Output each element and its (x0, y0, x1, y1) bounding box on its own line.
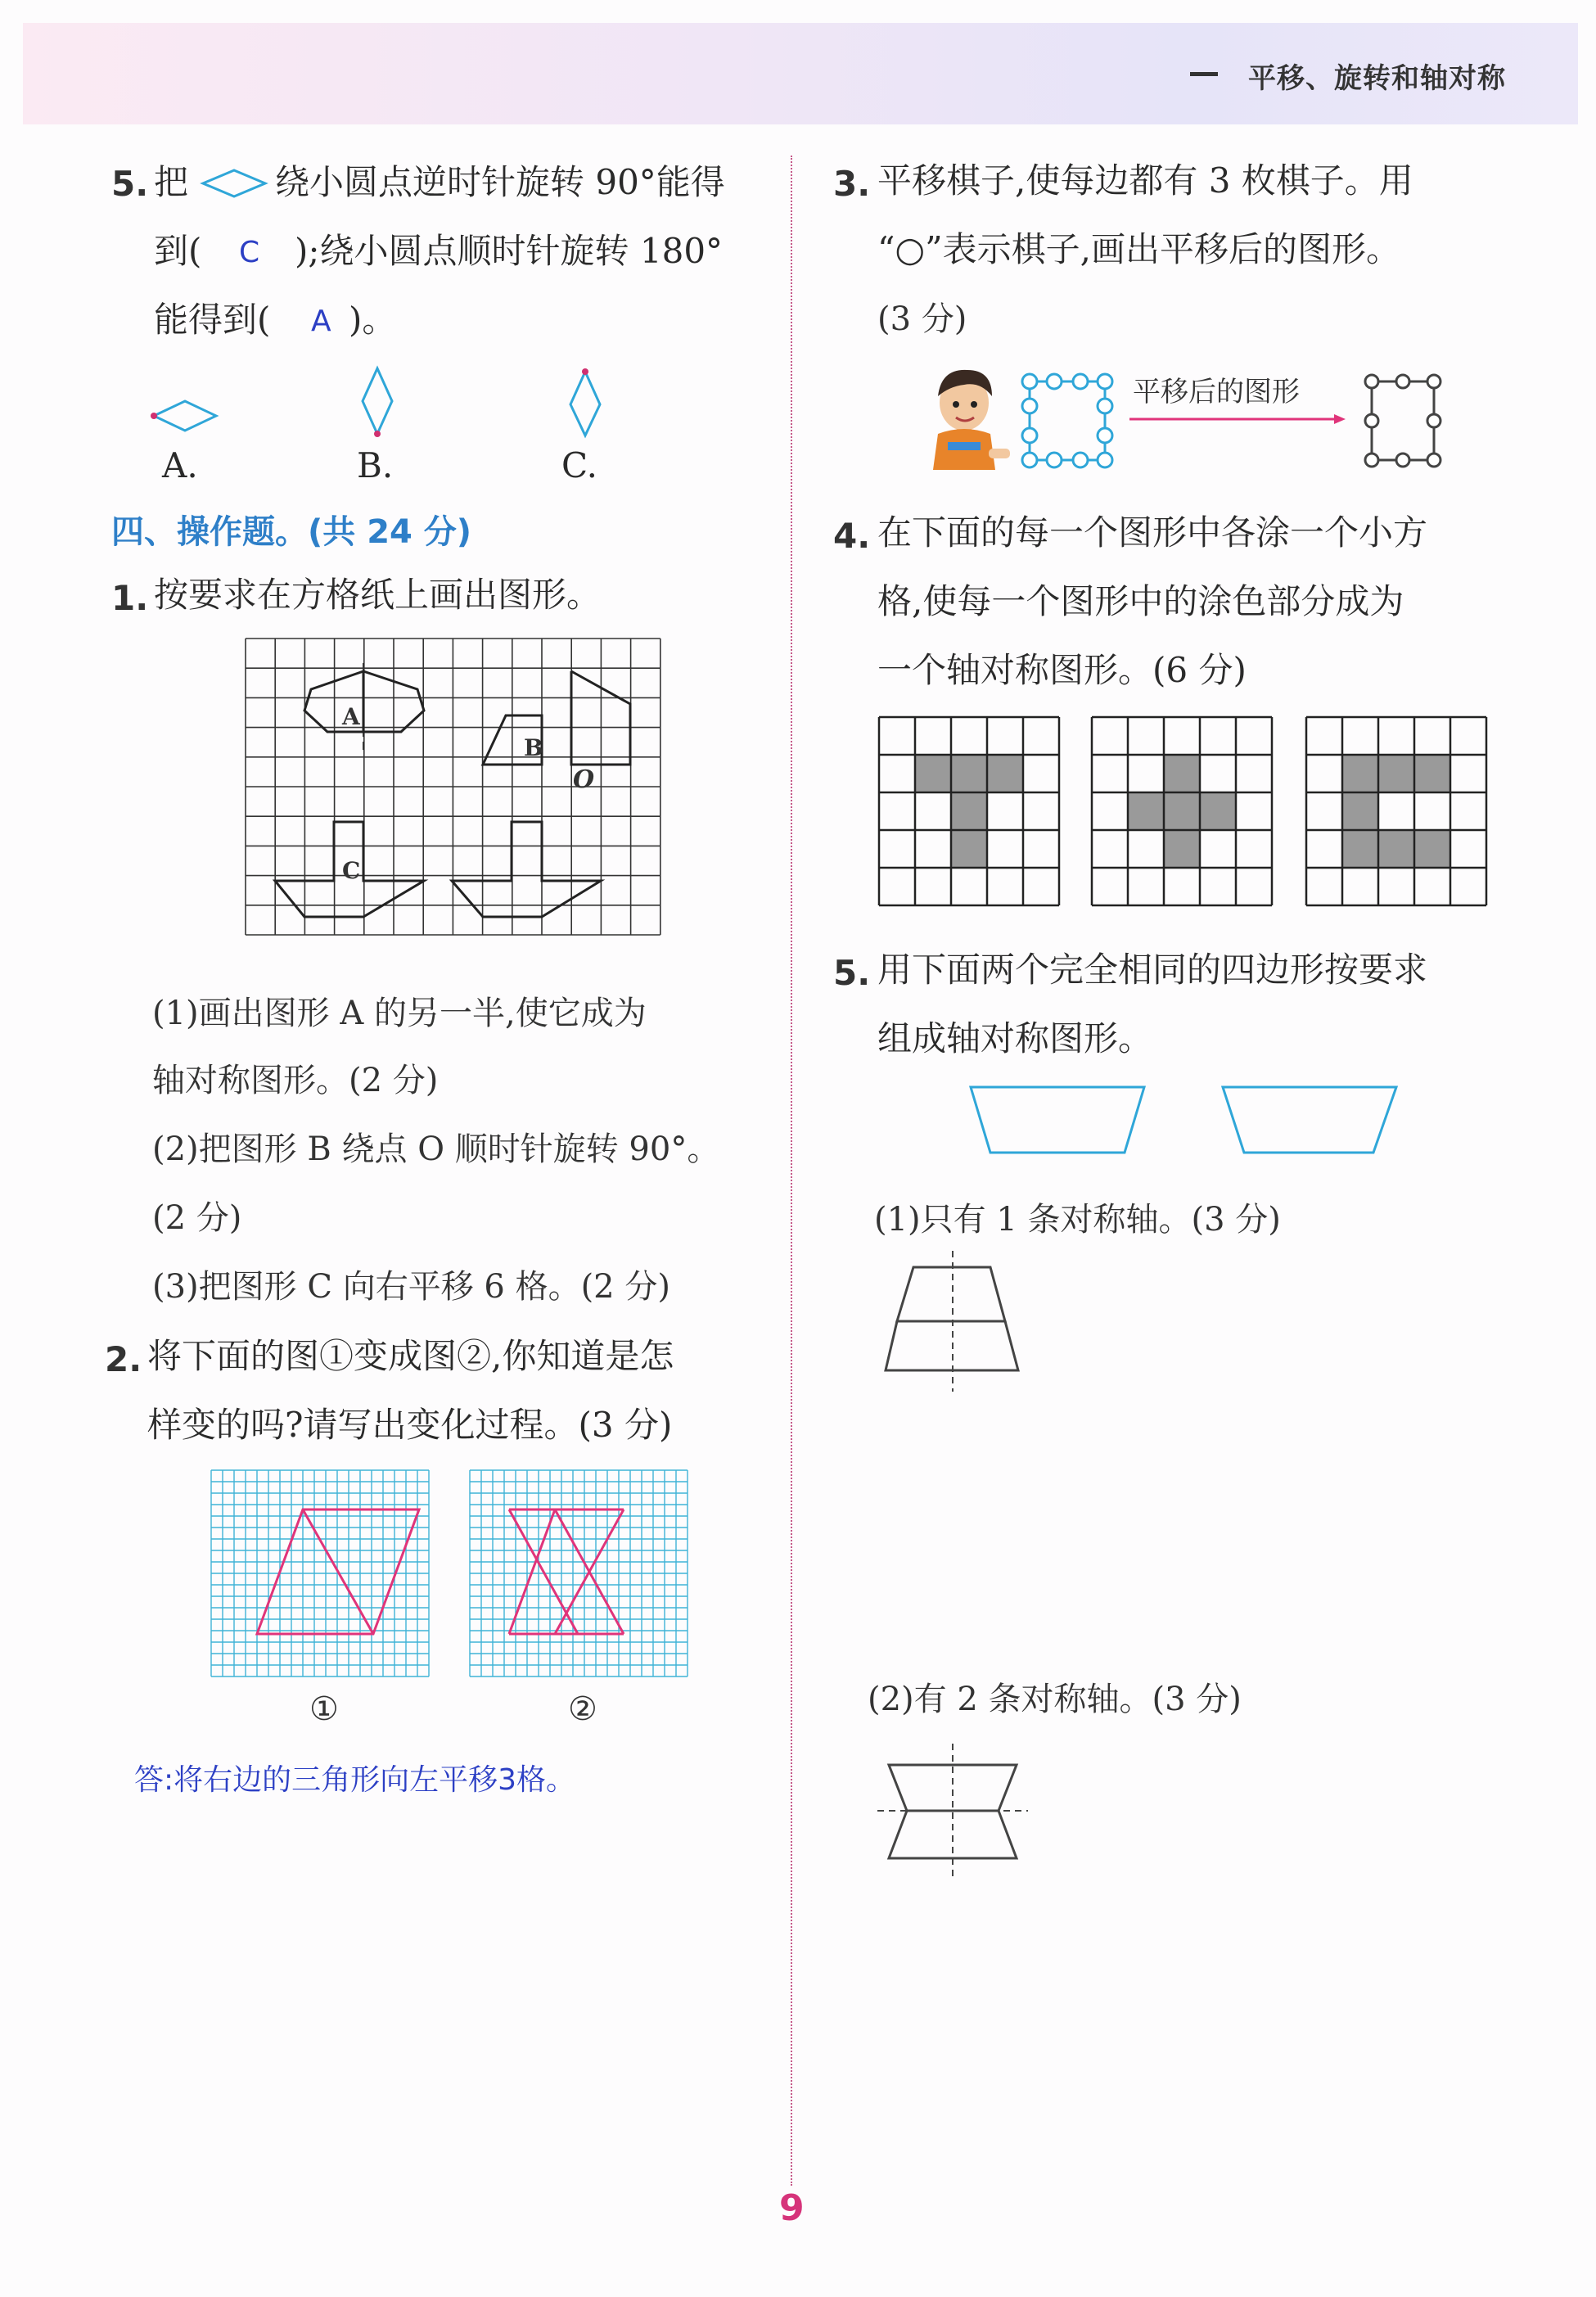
answer-1: C (239, 236, 260, 269)
op1-grid-figure (246, 639, 663, 950)
op2-figure-2 (470, 1470, 701, 1683)
op4-grid-3 (1306, 717, 1488, 910)
q5-number: 5. (111, 164, 149, 204)
op2-figure-1 (211, 1470, 442, 1683)
header-band (23, 23, 1578, 124)
op2-line2: 样变的吗?请写出变化过程。(3 分) (147, 1405, 673, 1445)
q5-line1-a: 把 (154, 162, 189, 202)
op1-part2-line1: (2)把图形 B 绕点 O 顺时针旋转 90°。 (152, 1130, 720, 1168)
option-c-label: C. (561, 445, 597, 485)
section-heading: 四、操作题。(共 24 分) (111, 513, 472, 551)
op5-line2: 组成轴对称图形。 (877, 1018, 1153, 1058)
op4-line1: 在下面的每一个图形中各涂一个小方 (877, 512, 1428, 553)
op1-part2-line2: (2 分) (152, 1199, 242, 1237)
option-b-label: B. (357, 445, 394, 485)
op1-part1-line1: (1)画出图形 A 的另一半,使它成为 (152, 995, 647, 1032)
header-title: 平移、旋转和轴对称 (1248, 62, 1506, 95)
op1-part3: (3)把图形 C 向右平移 6 格。(2 分) (152, 1268, 670, 1306)
op3-line1: 平移棋子,使每边都有 3 枚棋子。用 (877, 160, 1413, 201)
op5-part2: (2)有 2 条对称轴。(3 分) (868, 1681, 1242, 1718)
op3-line3: (3 分) (877, 300, 967, 338)
header-dash (1190, 72, 1218, 76)
page-number: 9 (779, 2187, 805, 2229)
boy-illustration (923, 363, 1013, 478)
op1-instruction: 按要求在方格纸上画出图形。 (154, 575, 602, 615)
answer-2: A (311, 305, 331, 338)
op4-grid-2 (1092, 717, 1274, 910)
label-b: B (524, 734, 543, 761)
op5-part1-figure (879, 1248, 1026, 1395)
op5-part2-figure (874, 1740, 1030, 1880)
op4-grid-1 (879, 717, 1061, 910)
op2-number: 2. (105, 1339, 142, 1379)
op3-arrow-label: 平移后的图形 (1133, 376, 1300, 408)
op2-line1: 将下面的图①变成图②,你知道是怎 (147, 1336, 674, 1376)
q5-line3-b: )。 (349, 300, 397, 340)
op2-answer: 答:将右边的三角形向左平移3格。 (134, 1763, 576, 1797)
label-a: A (342, 703, 360, 730)
option-b-shape (357, 365, 398, 439)
op2-caption-2: ② (568, 1690, 597, 1728)
option-c-shape (565, 365, 606, 439)
op4-number: 4. (833, 516, 871, 556)
op1-part1-line2: 轴对称图形。(2 分) (152, 1062, 439, 1099)
op5-quadrilaterals (966, 1082, 1408, 1161)
op5-line1: 用下面两个完全相同的四边形按要求 (877, 950, 1428, 990)
column-divider (791, 156, 792, 2186)
q5-line2-a: 到( (154, 231, 202, 271)
label-o: O (573, 765, 595, 794)
op1-number: 1. (111, 578, 149, 618)
op4-line2: 格,使每一个图形中的涂色部分成为 (877, 581, 1404, 621)
q5-line2-b: );绕小圆点顺时针旋转 180° (295, 231, 724, 271)
q5-line1-b: 绕小圆点逆时针旋转 90°能得 (275, 162, 725, 202)
op5-number: 5. (833, 953, 871, 993)
option-a-label: A. (162, 445, 198, 485)
rhombus-icon (200, 167, 268, 200)
label-c: C (342, 857, 361, 884)
op3-line2: “○”表示棋子,画出平移后的图形。 (877, 229, 1400, 269)
option-a-shape (147, 393, 221, 434)
op4-line3: 一个轴对称图形。(6 分) (877, 650, 1247, 690)
op3-number: 3. (833, 164, 871, 204)
q5-line3-a: 能得到( (154, 300, 271, 340)
op2-caption-1: ① (309, 1690, 339, 1728)
op5-part1: (1)只有 1 条对称轴。(3 分) (874, 1201, 1281, 1239)
